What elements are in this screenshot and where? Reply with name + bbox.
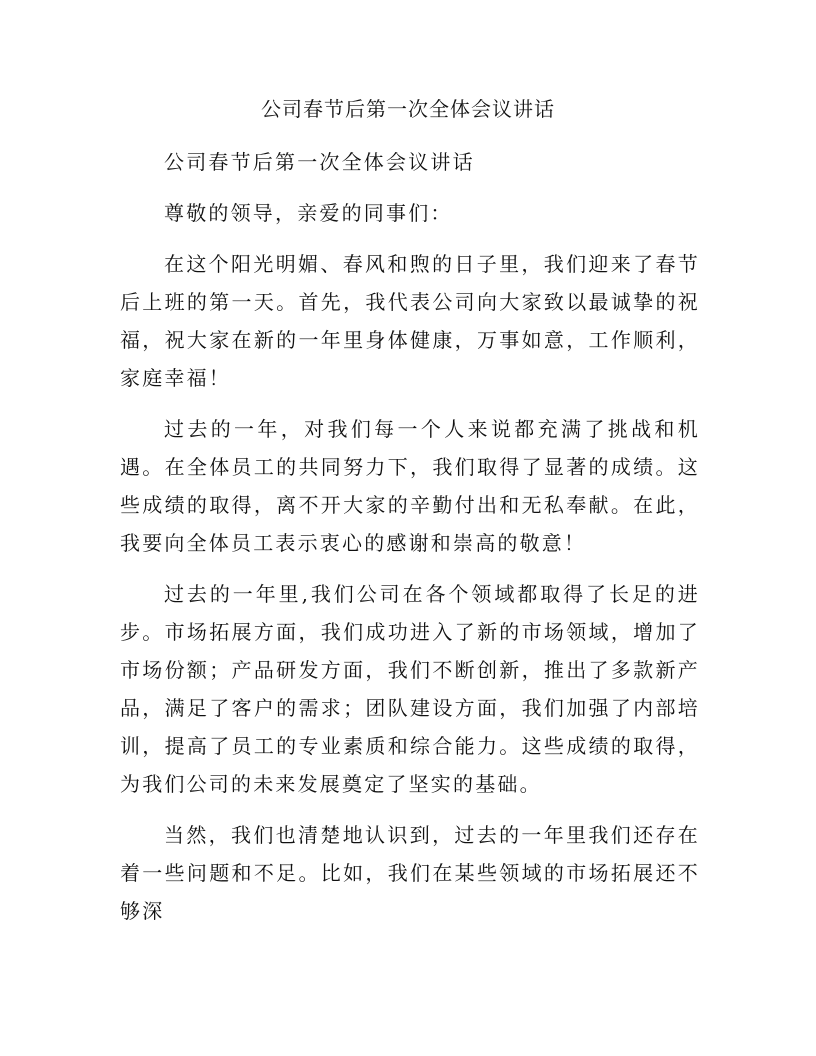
- body-paragraph: 过去的一年，对我们每一个人来说都充满了挑战和机遇。在全体员工的共同努力下，我们取得了显著的成绩。这些成绩的取得，离不开大家的辛勤付出和无私奉献。在此，我要向全体员工表示衷心的感谢和崇高的敬意！: [120, 417, 700, 555]
- body-paragraph: 在这个阳光明媚、春风和煦的日子里，我们迎来了春节后上班的第一天。首先，我代表公司向大家致以最诚挚的祝福，祝大家在新的一年里身体健康，万事如意，工作顺利，家庭幸福！: [120, 252, 700, 390]
- document-body: [120, 143, 700, 943]
- document-title: 公司春节后第一次全体会议讲话: [261, 97, 555, 121]
- body-paragraph-heading: 公司春节后第一次全体会议讲话: [164, 150, 475, 174]
- body-paragraph: 当然，我们也清楚地认识到，过去的一年里我们还存在着一些问题和不足。比如，我们在某些领域的市场拓展还不够深: [120, 823, 700, 923]
- body-paragraph: 过去的一年里,我们公司在各个领域都取得了长足的进步。市场拓展方面，我们成功进入了新的市场领域，增加了市场份额；产品研发方面，我们不断创新，推出了多款新产品，满足了客户的需求；团队建设方面，我们加强了内部培训，提高了员工的专业素质和综合能力。这些成绩的取得，为我们公司的未来发展奠定了坚实的基础。: [120, 582, 700, 796]
- body-paragraph-greeting: 尊敬的领导，亲爱的同事们：: [164, 201, 453, 225]
